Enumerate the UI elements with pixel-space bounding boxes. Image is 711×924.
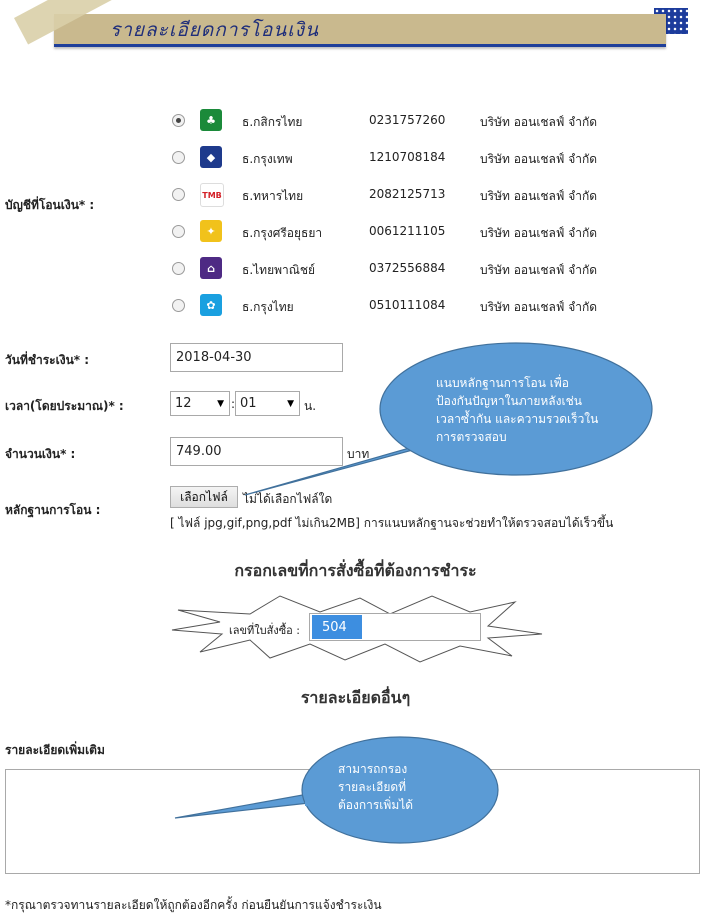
account-owner: บริษัท ออนเชลฟ์ จำกัด (480, 263, 598, 277)
minute-value: 01 (240, 396, 257, 411)
bank-name: ธ.กสิกรไทย (242, 115, 303, 129)
callout-proof-line: ป้องกันปัญหาในภายหลังเช่น (436, 394, 582, 408)
bank-name: ธ.กรุงศรีอยุธยา (242, 226, 323, 240)
account-number: 2082125713 (369, 187, 446, 201)
bank-name: ธ.ทหารไทย (242, 189, 304, 203)
order-label: เลขที่ใบสั่งซื้อ : (229, 624, 300, 637)
file-hint: [ ไฟล์ jpg,gif,png,pdf ไม่เกิน2MB] การแนบหลักฐานจะช่วยทำให้ตรวจสอบได้เร็วขึ้น (170, 516, 614, 530)
bank-logo-icon: TMB (200, 183, 224, 207)
callout-detail-text (338, 760, 448, 814)
account-owner: บริษัท ออนเชลฟ์ จำกัด (480, 300, 598, 314)
amount-label: จำนวนเงิน* : (5, 447, 76, 461)
pay-time-label: เวลา(โดยประมาณ)* : (5, 399, 124, 413)
bank-logo-icon: ◆ (200, 146, 222, 168)
callout-proof-line: เวลาซ้ำกัน และความรวดเร็วใน (436, 412, 599, 426)
account-number: 0231757260 (369, 113, 446, 127)
footer-note: *กรุณาตรวจทานรายละเอียดให้ถูกต้องอีกครั้ง ก่อนยืนยันการแจ้งชำระเงิน (5, 898, 382, 912)
pay-date-label: วันที่ชำระเงิน* : (5, 353, 90, 367)
chevron-down-icon: ▼ (217, 398, 224, 409)
chevron-down-icon: ▼ (287, 398, 294, 409)
proof-label: หลักฐานการโอน : (5, 503, 101, 517)
account-owner: บริษัท ออนเชลฟ์ จำกัด (480, 115, 598, 129)
bank-logo-icon: ⌂ (200, 257, 222, 279)
callout-proof-line: การตรวจสอบ (436, 430, 507, 444)
accounts-label: บัญชีที่โอนเงิน* : (5, 198, 95, 212)
account-owner: บริษัท ออนเชลฟ์ จำกัด (480, 226, 598, 240)
hour-value: 12 (175, 396, 192, 411)
order-number-value: 504 (312, 615, 362, 639)
amount-unit: บาท (347, 447, 370, 461)
callout-detail-line: ต้องการเพิ่มได้ (338, 798, 414, 812)
account-owner: บริษัท ออนเชลฟ์ จำกัด (480, 152, 598, 166)
callout-proof-line: แนบหลักฐานการโอน เพื่อ (436, 376, 569, 390)
time-separator: : (231, 397, 236, 411)
file-status: ไม่ได้เลือกไฟล์ใด (243, 492, 333, 506)
account-number: 1210708184 (369, 150, 446, 164)
other-label: รายละเอียดเพิ่มเติม (5, 743, 105, 757)
bank-name: ธ.กรุงไทย (242, 300, 294, 314)
order-heading: กรอกเลขที่การสั่งซื้อที่ต้องการชำระ (234, 561, 477, 580)
account-number: 0372556884 (369, 261, 446, 275)
choose-file-button[interactable]: เลือกไฟล์ (170, 486, 238, 508)
bank-logo-icon: ✦ (200, 220, 222, 242)
amount-value: 749.00 (176, 444, 222, 459)
page-title: รายละเอียดการโอนเงิน (110, 19, 319, 41)
bank-logo-icon: ✿ (200, 294, 222, 316)
callout-detail-line: สามารถกรอง (338, 762, 408, 776)
bank-name: ธ.ไทยพาณิชย์ (242, 263, 316, 277)
other-heading: รายละเอียดอื่นๆ (300, 688, 411, 707)
callout-detail-line: รายละเอียดที่ (338, 780, 407, 794)
account-number: 0510111084 (369, 298, 446, 312)
time-unit: น. (304, 399, 317, 413)
pay-date-value: 2018-04-30 (176, 350, 252, 365)
bank-name: ธ.กรุงเทพ (242, 152, 293, 166)
account-number: 0061211105 (369, 224, 446, 238)
account-owner: บริษัท ออนเชลฟ์ จำกัด (480, 189, 598, 203)
bank-logo-icon: ♣ (200, 109, 222, 131)
